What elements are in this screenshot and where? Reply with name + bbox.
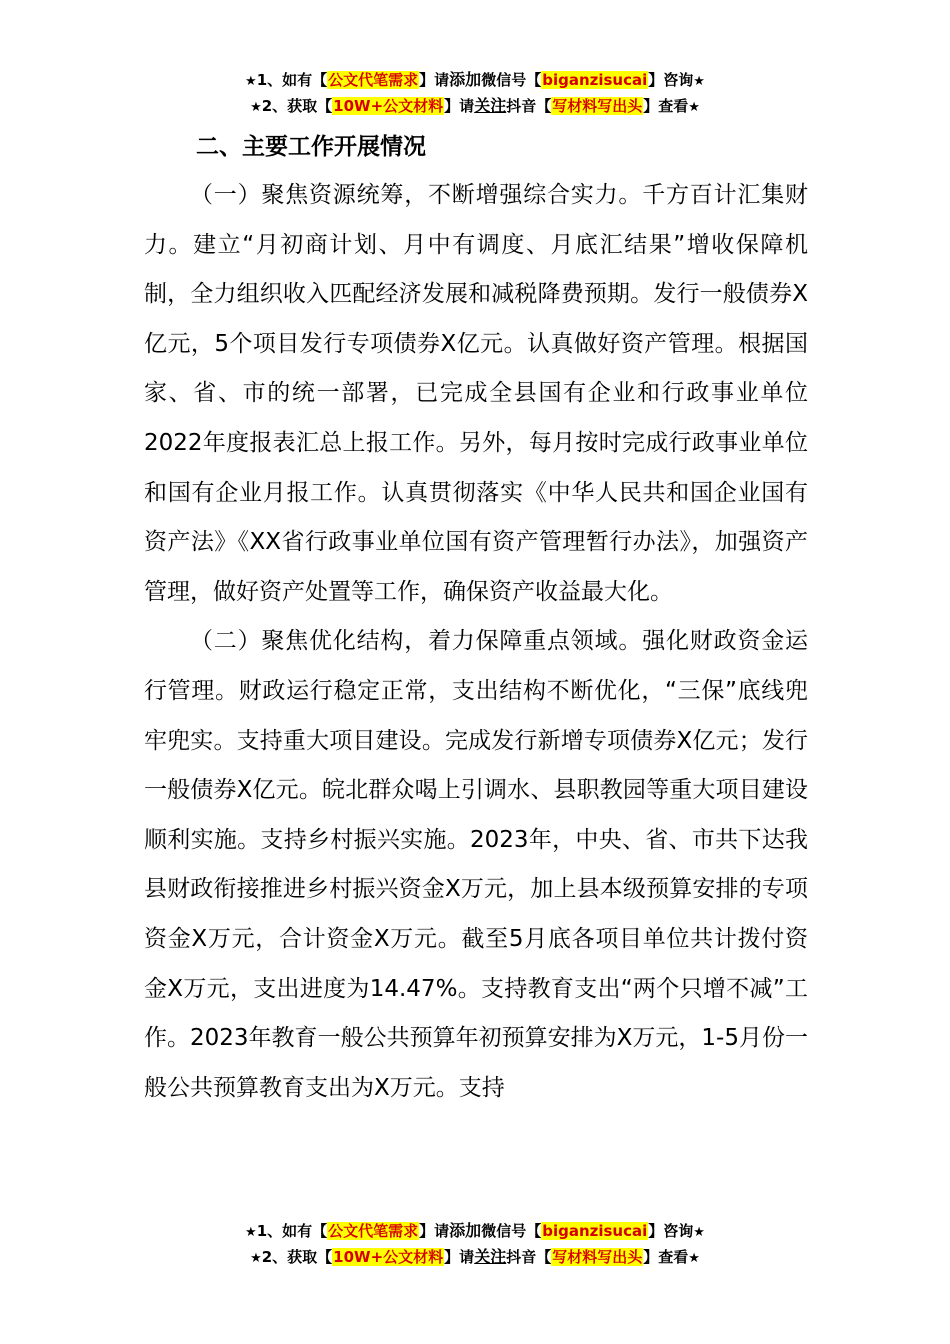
document-body bbox=[144, 171, 808, 1113]
banner-emphasis: 关注 bbox=[474, 96, 507, 115]
highlight-wechat-id: biganzisucai bbox=[542, 1222, 648, 1240]
banner-text: 】咨询 bbox=[648, 71, 694, 89]
highlight-service: 公文代笔需求 bbox=[328, 71, 419, 89]
banner-emphasis: 关注 bbox=[474, 1247, 507, 1266]
banner-text: 】请 bbox=[444, 1248, 475, 1266]
highlight-douyin: 写材料写出头 bbox=[552, 1248, 643, 1266]
banner-text: 1、如有【 bbox=[256, 1222, 328, 1240]
banner-emphasis: 添加 bbox=[449, 1221, 482, 1240]
banner-emphasis: 添加 bbox=[449, 70, 482, 89]
star-icon: ★ bbox=[693, 1225, 705, 1240]
paragraph-1: （一）聚焦资源统筹，不断增强综合实力。千方百计汇集财力。建立“月初商计划、月中有调度、月底汇结果”增收保障机制，全力组织收入匹配经济发展和减税降费预期。发行一般债券X亿元，5个项目发行专项债券X亿元。认真做好资产管理。根据国家、省、市的统一部署，已完成全县国有企业和行政事业单位2022年度报表汇总上报工作。另外，每月按时完成行政事业单位和国有企业月报工作。认真贯彻落实《中华人民共和国企业国有资产法》《XX省行政事业单位国有资产管理暂行办法》，加强资产管理，做好资产处置等工作，确保资产收益最大化。 bbox=[144, 182, 808, 605]
banner-text: 】咨询 bbox=[648, 1222, 694, 1240]
banner-text: 抖音【 bbox=[506, 1248, 552, 1266]
star-icon: ★ bbox=[688, 1251, 700, 1266]
highlight-materials: 10W+公文材料 bbox=[333, 97, 444, 115]
bottom-banner bbox=[0, 1219, 950, 1271]
banner-text: 】请 bbox=[444, 97, 475, 115]
banner-text: 】请 bbox=[419, 71, 450, 89]
star-icon: ★ bbox=[245, 1225, 257, 1240]
banner-text: 2、获取【 bbox=[261, 97, 333, 115]
highlight-materials: 10W+公文材料 bbox=[333, 1248, 444, 1266]
banner-text: 】请 bbox=[419, 1222, 450, 1240]
star-icon: ★ bbox=[250, 1251, 262, 1266]
banner-line-1 bbox=[0, 1219, 950, 1245]
banner-text: 1、如有【 bbox=[256, 71, 328, 89]
star-icon: ★ bbox=[245, 74, 257, 89]
star-icon: ★ bbox=[688, 100, 700, 115]
section-heading: 二、主要工作开展情况 bbox=[196, 134, 426, 160]
banner-text: 抖音【 bbox=[506, 97, 552, 115]
star-icon: ★ bbox=[250, 100, 262, 115]
banner-text: 微信号【 bbox=[481, 71, 542, 89]
banner-text: 微信号【 bbox=[481, 1222, 542, 1240]
top-banner bbox=[0, 68, 950, 120]
highlight-service: 公文代笔需求 bbox=[328, 1222, 419, 1240]
banner-text: 2、获取【 bbox=[261, 1248, 333, 1266]
star-icon: ★ bbox=[693, 74, 705, 89]
banner-line-1 bbox=[0, 68, 950, 94]
banner-line-2 bbox=[0, 1245, 950, 1271]
banner-text: 】查看 bbox=[643, 1248, 689, 1266]
banner-line-2 bbox=[0, 94, 950, 120]
highlight-wechat-id: biganzisucai bbox=[542, 71, 648, 89]
highlight-douyin: 写材料写出头 bbox=[552, 97, 643, 115]
banner-text: 】查看 bbox=[643, 97, 689, 115]
paragraph-2: （二）聚焦优化结构，着力保障重点领域。强化财政资金运行管理。财政运行稳定正常，支出结构不断优化，“三保”底线兜牢兜实。支持重大项目建设。完成发行新增专项债券X亿元；发行一般债券X亿元。皖北群众喝上引调水、县职教园等重大项目建设顺利实施。支持乡村振兴实施。2023年，中央、省、市共下达我县财政衔接推进乡村振兴资金X万元，加上县本级预算安排的专项资金X万元，合计资金X万元。截至5月底各项目单位共计拨付资金X万元，支出进度为14.47%。支持教育支出“两个只增不减”工作。2023年教育一般公共预算年初预算安排为X万元，1-5月份一般公共预算教育支出为X万元。支持 bbox=[144, 628, 808, 1101]
